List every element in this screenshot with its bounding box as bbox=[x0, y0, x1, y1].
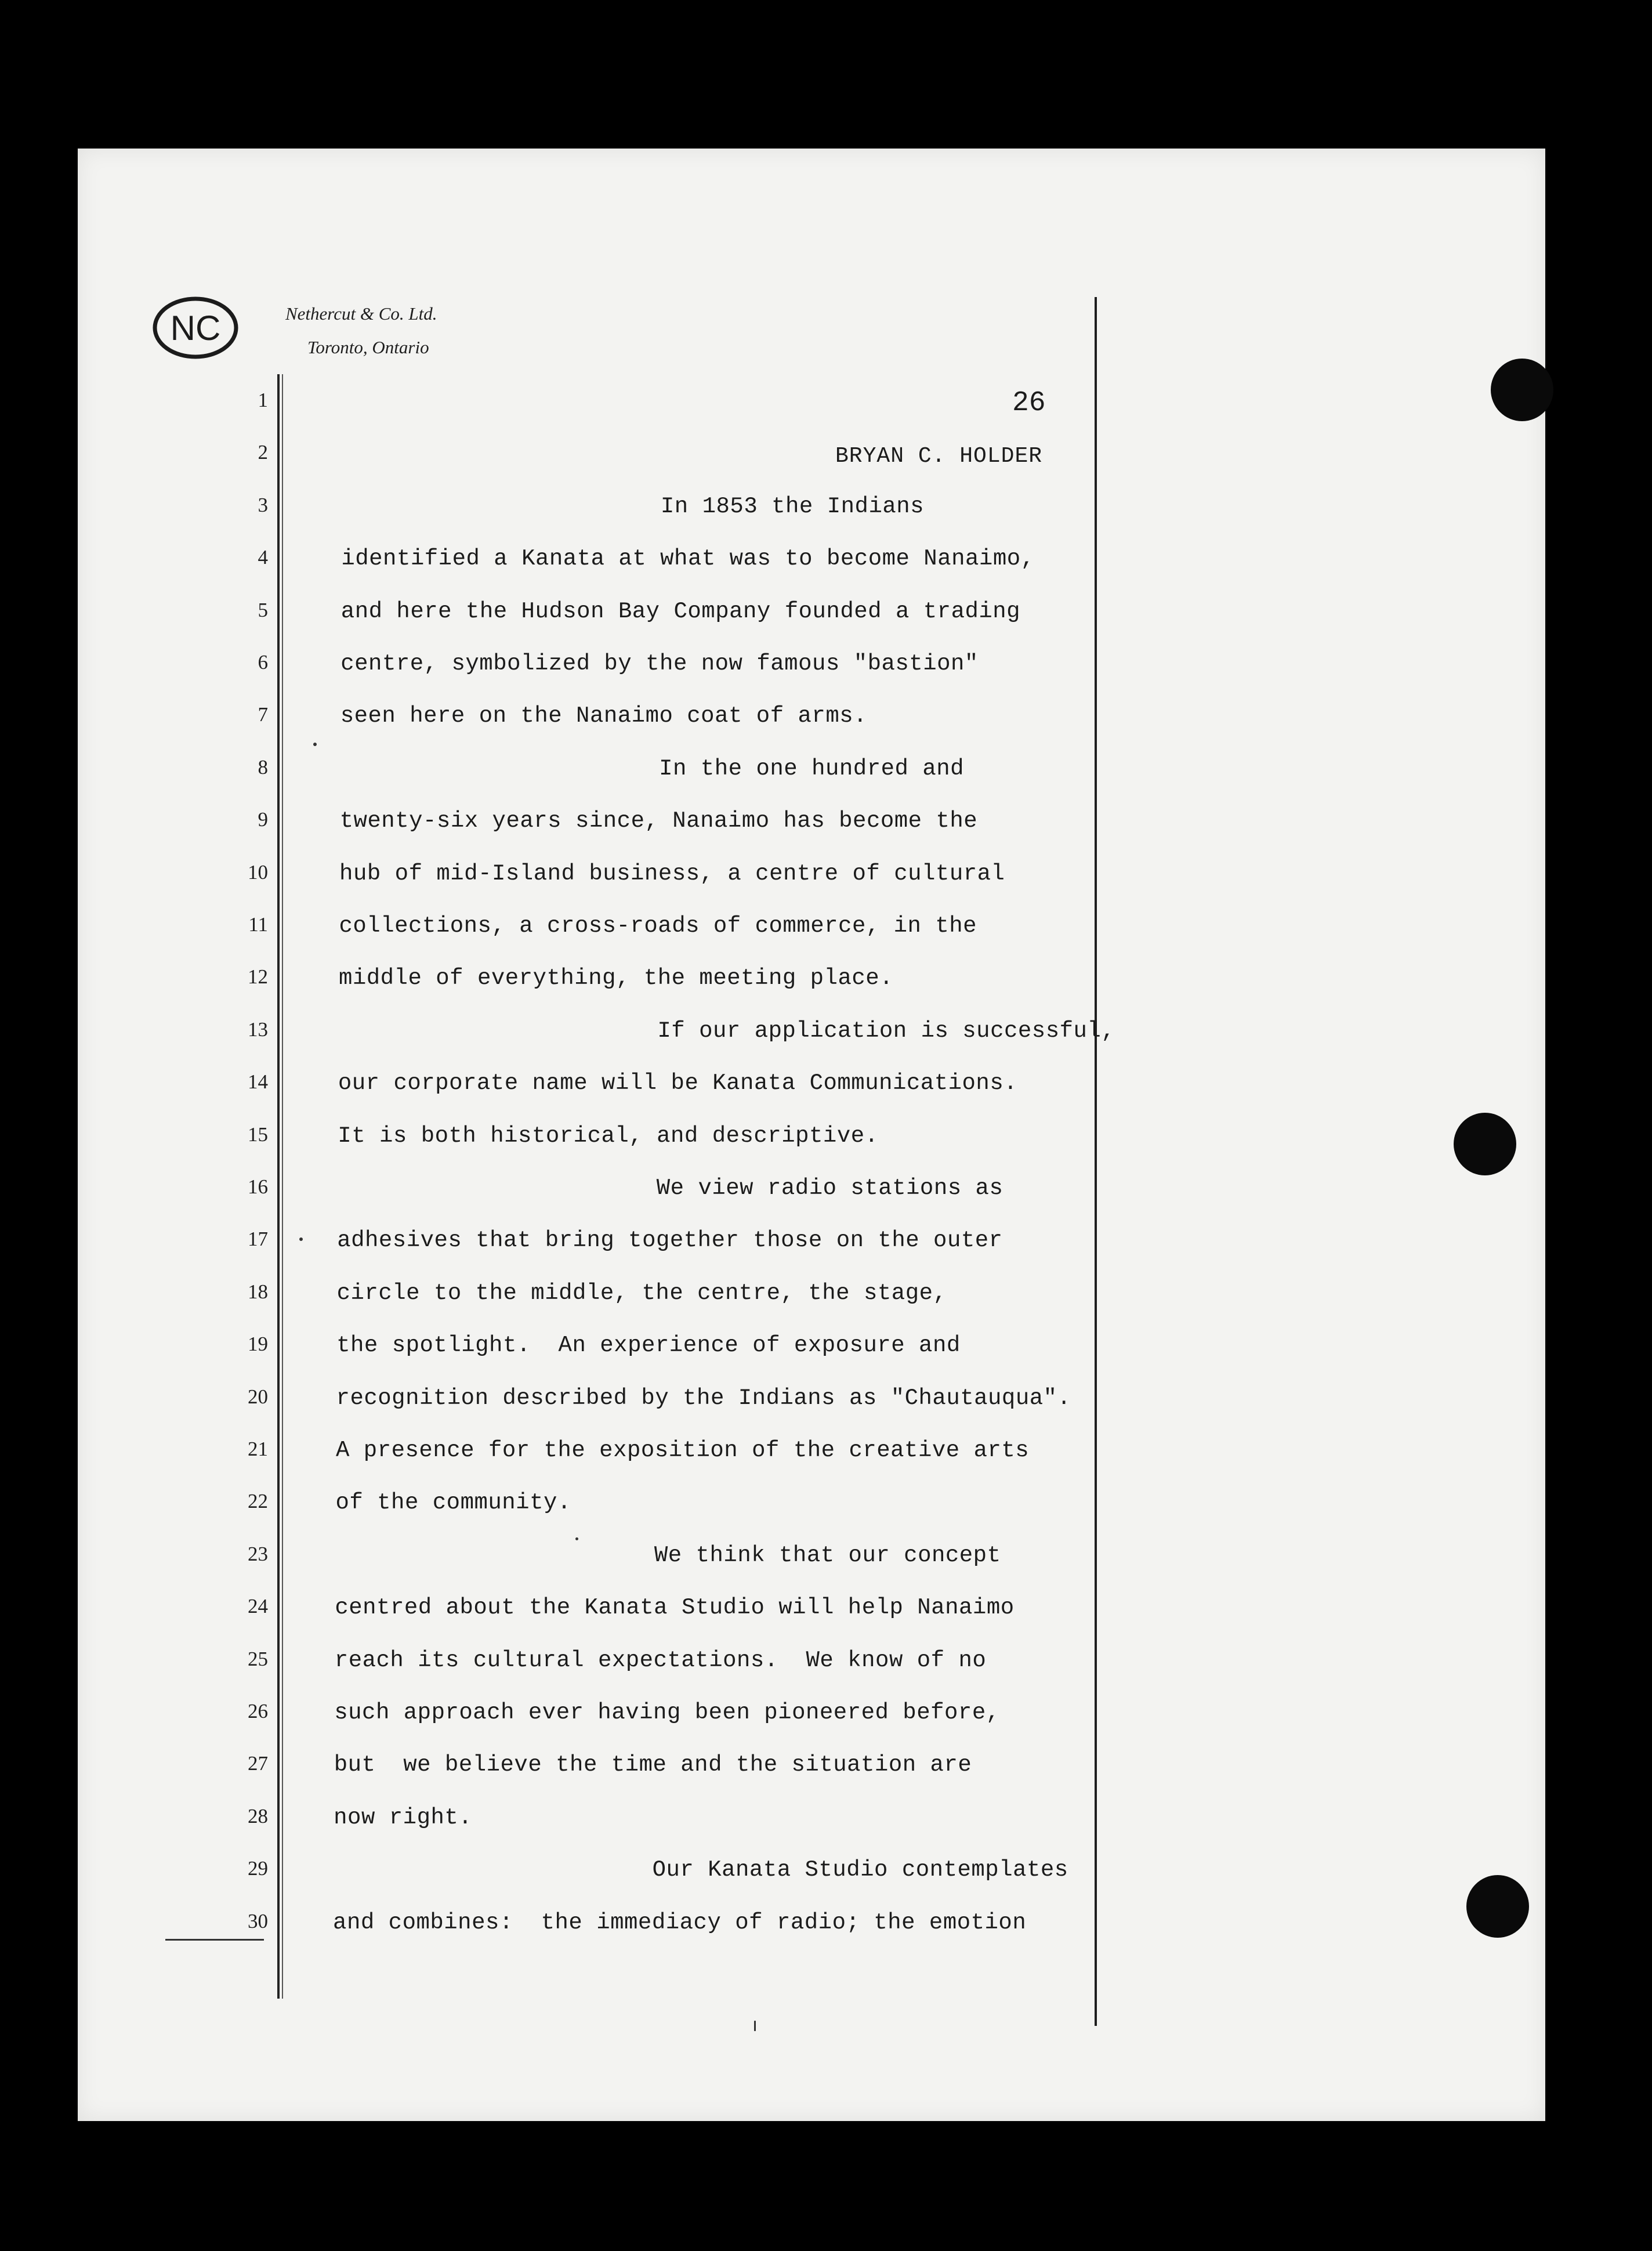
line-30-marker bbox=[165, 1939, 264, 1941]
line-number: 28 bbox=[248, 1804, 268, 1827]
punch-hole-middle bbox=[1454, 1113, 1516, 1175]
transcript-line: In 1853 the Indians bbox=[660, 493, 925, 519]
transcript-line: We view radio stations as bbox=[656, 1175, 1003, 1201]
transcript-line: centre, symbolized by the now famous "bastion" bbox=[340, 651, 979, 676]
punch-hole-bottom bbox=[1466, 1875, 1529, 1938]
line-number: 16 bbox=[248, 1175, 268, 1198]
transcript-line: and combines: the immediacy of radio; the emotion bbox=[333, 1909, 1027, 1935]
speck bbox=[313, 743, 317, 746]
line-number: 3 bbox=[258, 493, 268, 516]
transcript-line: but we believe the time and the situation are bbox=[334, 1752, 972, 1778]
line-number: 26 bbox=[248, 1700, 268, 1722]
line-number: 18 bbox=[248, 1280, 268, 1303]
line-number: 23 bbox=[248, 1542, 268, 1565]
transcript-line: If our application is successful, bbox=[657, 1018, 1115, 1044]
transcript-line: In the one hundred and bbox=[659, 755, 965, 781]
line-number: 11 bbox=[248, 913, 268, 936]
line-number: 17 bbox=[248, 1228, 268, 1251]
line-number: 7 bbox=[258, 703, 268, 726]
line-number: 21 bbox=[248, 1438, 268, 1460]
line-number: 13 bbox=[248, 1018, 268, 1041]
left-margin-rule-inner bbox=[282, 374, 283, 1999]
transcript-line: It is both historical, and descriptive. bbox=[338, 1123, 879, 1149]
line-number: 14 bbox=[248, 1070, 268, 1094]
transcript-line: circle to the middle, the centre, the stage, bbox=[336, 1280, 947, 1306]
left-margin-rule bbox=[277, 374, 280, 1999]
line-number: 10 bbox=[248, 860, 268, 884]
speck bbox=[299, 1237, 303, 1241]
transcript-line: of the community. bbox=[335, 1490, 571, 1516]
transcript-line: now right. bbox=[334, 1804, 473, 1830]
speck bbox=[575, 1537, 578, 1540]
logo-text: NC bbox=[170, 309, 221, 348]
line-number: 27 bbox=[248, 1752, 268, 1775]
line-number: 22 bbox=[248, 1490, 268, 1513]
transcript-line: hub of mid-Island business, a centre of cultural bbox=[339, 860, 1005, 886]
transcript-line: centred about the Kanata Studio will help Nanaimo bbox=[335, 1595, 1015, 1621]
transcript-line: our corporate name will be Kanata Communications. bbox=[338, 1070, 1018, 1096]
transcript-line: Our Kanata Studio contemplates bbox=[652, 1857, 1068, 1883]
transcript-line: middle of everything, the meeting place. bbox=[338, 965, 894, 991]
transcript-line: identified a Kanata at what was to become Nanaimo, bbox=[341, 546, 1035, 572]
nc-logo-icon bbox=[152, 296, 239, 360]
page-number: 26 bbox=[1012, 388, 1046, 419]
transcript-line: such approach ever having been pioneered before, bbox=[334, 1700, 1000, 1725]
line-number: 30 bbox=[248, 1909, 268, 1932]
transcript-line: the spotlight. An experience of exposure and bbox=[336, 1333, 961, 1359]
transcript-line: reach its cultural expectations. We know of no bbox=[334, 1647, 987, 1673]
firm-name: Nethercut & Co. Ltd. bbox=[285, 303, 437, 324]
line-number: 5 bbox=[258, 598, 268, 621]
transcript-line: A presence for the exposition of the creative arts bbox=[336, 1438, 1030, 1463]
line-number: 9 bbox=[258, 808, 268, 831]
transcript-line: collections, a cross-roads of commerce, in the bbox=[339, 913, 977, 939]
line-number: 24 bbox=[248, 1595, 268, 1618]
speck bbox=[754, 2021, 756, 2031]
transcript-line: seen here on the Nanaimo coat of arms. bbox=[340, 703, 868, 729]
line-number: 20 bbox=[248, 1385, 268, 1408]
punch-hole-top bbox=[1491, 359, 1553, 421]
line-number: 8 bbox=[258, 755, 268, 779]
transcript-line: adhesives that bring together those on the outer bbox=[337, 1228, 1003, 1254]
line-number: 29 bbox=[248, 1857, 268, 1880]
line-number: 4 bbox=[258, 546, 268, 569]
letterhead bbox=[285, 297, 437, 364]
transcript-line: twenty-six years since, Nanaimo has become the bbox=[339, 808, 978, 834]
firm-city: Toronto, Ontario bbox=[307, 337, 429, 357]
line-number: 1 bbox=[258, 389, 268, 411]
line-number: 2 bbox=[258, 441, 268, 464]
line-number: 25 bbox=[248, 1647, 268, 1670]
transcript-line: recognition described by the Indians as "Chautauqua". bbox=[336, 1385, 1071, 1411]
speaker-heading: BRYAN C. HOLDER bbox=[835, 444, 1043, 469]
line-number: 15 bbox=[248, 1123, 268, 1146]
line-number: 12 bbox=[248, 965, 268, 989]
line-number: 6 bbox=[258, 651, 268, 674]
transcript-line: We think that our concept bbox=[654, 1542, 1001, 1568]
transcript-line: and here the Hudson Bay Company founded a trading bbox=[340, 598, 1021, 624]
right-margin-rule bbox=[1095, 297, 1097, 2026]
line-number: 19 bbox=[248, 1333, 268, 1356]
